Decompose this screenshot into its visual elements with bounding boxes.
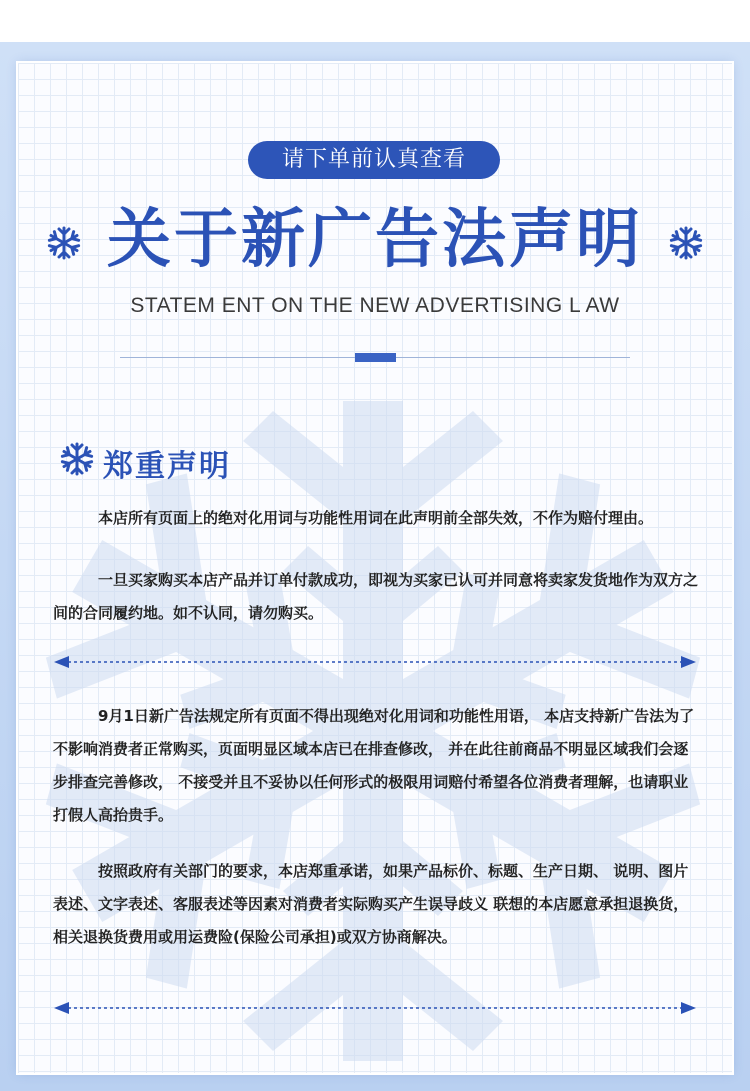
page-title: 关于新广告法声明: [107, 203, 643, 277]
dotted-arrow-divider: [54, 1001, 696, 1015]
snowflake-icon: [60, 442, 94, 476]
arrow-left-icon: [54, 656, 69, 668]
paragraph: 9月1日新广告法规定所有页面不得出现绝对化用词和功能性用语， 本店支持新广告法为了不影响消费者正常购买，页面明显区域本店已在排查修改， 并在此往前商品不明显区域我们会逐步排查完善修改， 不接受并且不妥协以任何形式的极限用词赔付希望各位消费者理解，也请职业打假人高抬贵手。: [53, 707, 695, 824]
snowflake-icon: [669, 226, 703, 260]
paragraph: 按照政府有关部门的要求，本店郑重承诺，如果产品标价、标题、生产日期、 说明、图片表述、文字表述、客服表述等因素对消费者实际购买产生误导歧义 联想的本店愿意承担退换货，相关退换货费用或用运费险(保险公司承担)或双方协商解决。: [53, 862, 689, 946]
notice-pill: 请下单前认真查看: [248, 141, 500, 179]
arrow-right-icon: [681, 656, 696, 668]
divider-accent: [355, 353, 396, 362]
section-title: 郑重声明: [103, 449, 231, 484]
dotted-arrow-divider: [54, 655, 696, 669]
arrow-left-icon: [54, 1002, 69, 1014]
paragraph: 本店所有页面上的绝对化用词与功能性用词在此声明前全部失效，不作为赔付理由。: [98, 509, 654, 527]
page-subtitle: STATEM ENT ON THE NEW ADVERTISING L AW: [130, 294, 620, 317]
arrow-right-icon: [681, 1002, 696, 1014]
paragraph: 一旦买家购买本店产品并订单付款成功，即视为买家已认可并同意将卖家发货地作为双方之间的合同履约地。如不认同，请勿购买。: [53, 571, 699, 622]
